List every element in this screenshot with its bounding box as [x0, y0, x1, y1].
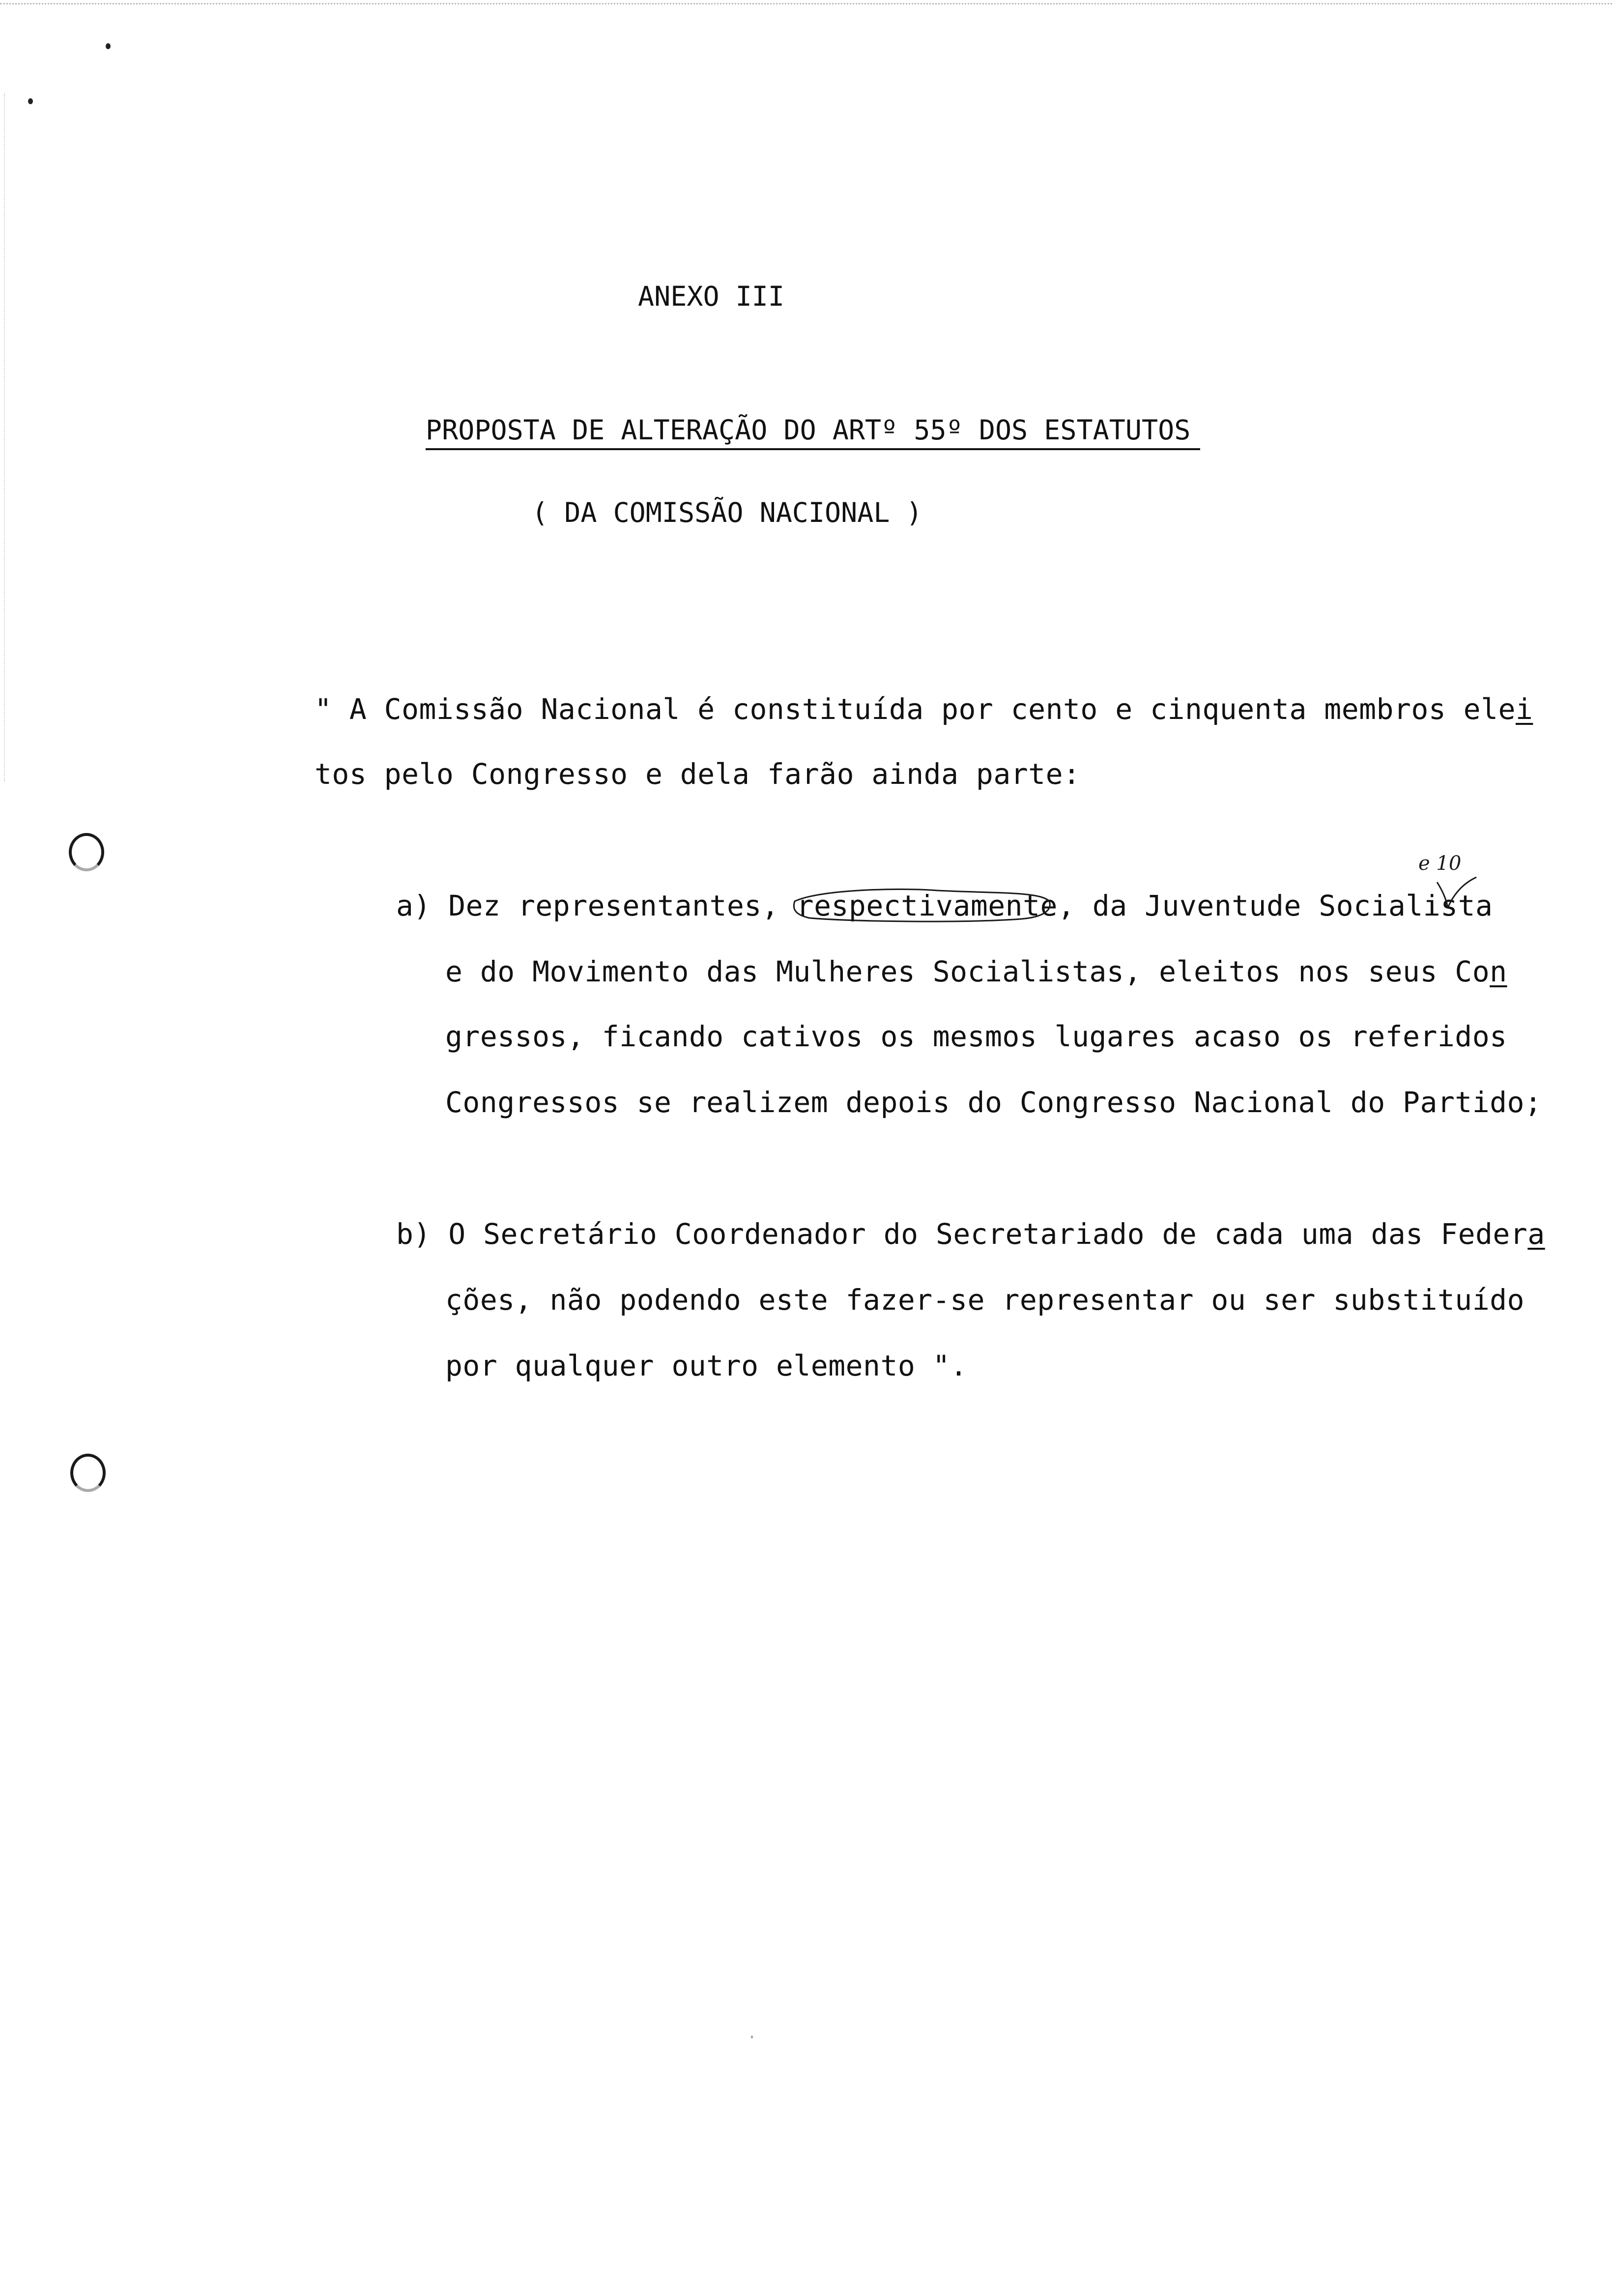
item-b-line-3: por qualquer outro elemento ". [445, 1349, 968, 1382]
hyphenation-syllable: a [1527, 1217, 1545, 1251]
annex-label: ANEXO III [638, 281, 785, 312]
item-b-line-2: ções, não podendo este fazer-se representar ou ser substituído [445, 1283, 1525, 1317]
intro-line-1 [315, 692, 1533, 726]
item-a-text-before: Dez representantes, [448, 889, 797, 922]
title-underline [426, 448, 1200, 450]
item-a-line-2-text: e do Movimento das Mulheres Socialistas, eleitos nos seus Co [445, 955, 1490, 988]
hyphenation-syllable: i [1515, 692, 1533, 726]
scan-left-edge [4, 93, 5, 781]
insertion-caret-icon [1435, 872, 1479, 912]
punch-hole-icon [69, 833, 104, 871]
item-a-line-3: gressos, ficando cativos os mesmos lugares acaso os referidos [445, 1020, 1507, 1053]
handwritten-insertion-text: e 10 [1418, 852, 1462, 875]
item-b-line-1 [396, 1217, 1545, 1251]
ink-speck [106, 43, 111, 49]
struck-word-text: respectivamente [796, 889, 1058, 922]
hyphenation-syllable: n [1490, 955, 1507, 988]
item-b-marker: b) [396, 1217, 431, 1251]
intro-line-1-text: " A Comissão Nacional é constituída por cento e cinquenta membros ele [315, 692, 1516, 726]
item-a-line-4: Congressos se realizem depois do Congresso Nacional do Partido; [445, 1086, 1542, 1119]
scan-top-edge [0, 3, 1612, 4]
document-subtitle: ( DA COMISSÃO NACIONAL ) [532, 497, 922, 528]
ink-speck [751, 2036, 753, 2038]
document-title: PROPOSTA DE ALTERAÇÃO DO ARTº 55º DOS ESTATUTOS [426, 414, 1191, 446]
item-a-line-1 [396, 889, 1493, 923]
intro-line-2: tos pelo Congresso e dela farão ainda parte: [315, 757, 1081, 791]
handwritten-circle-icon [790, 887, 1055, 924]
struck-word [797, 889, 1058, 923]
item-a-marker: a) [396, 889, 431, 922]
punch-hole-icon [70, 1454, 106, 1492]
item-a-text-after: , da Juventude Socialista [1057, 889, 1493, 922]
item-b-line-1-text: O Secretário Coordenador do Secretariado de cada uma das Feder [448, 1217, 1528, 1251]
ink-speck [28, 98, 33, 104]
item-a-line-2 [445, 954, 1507, 989]
